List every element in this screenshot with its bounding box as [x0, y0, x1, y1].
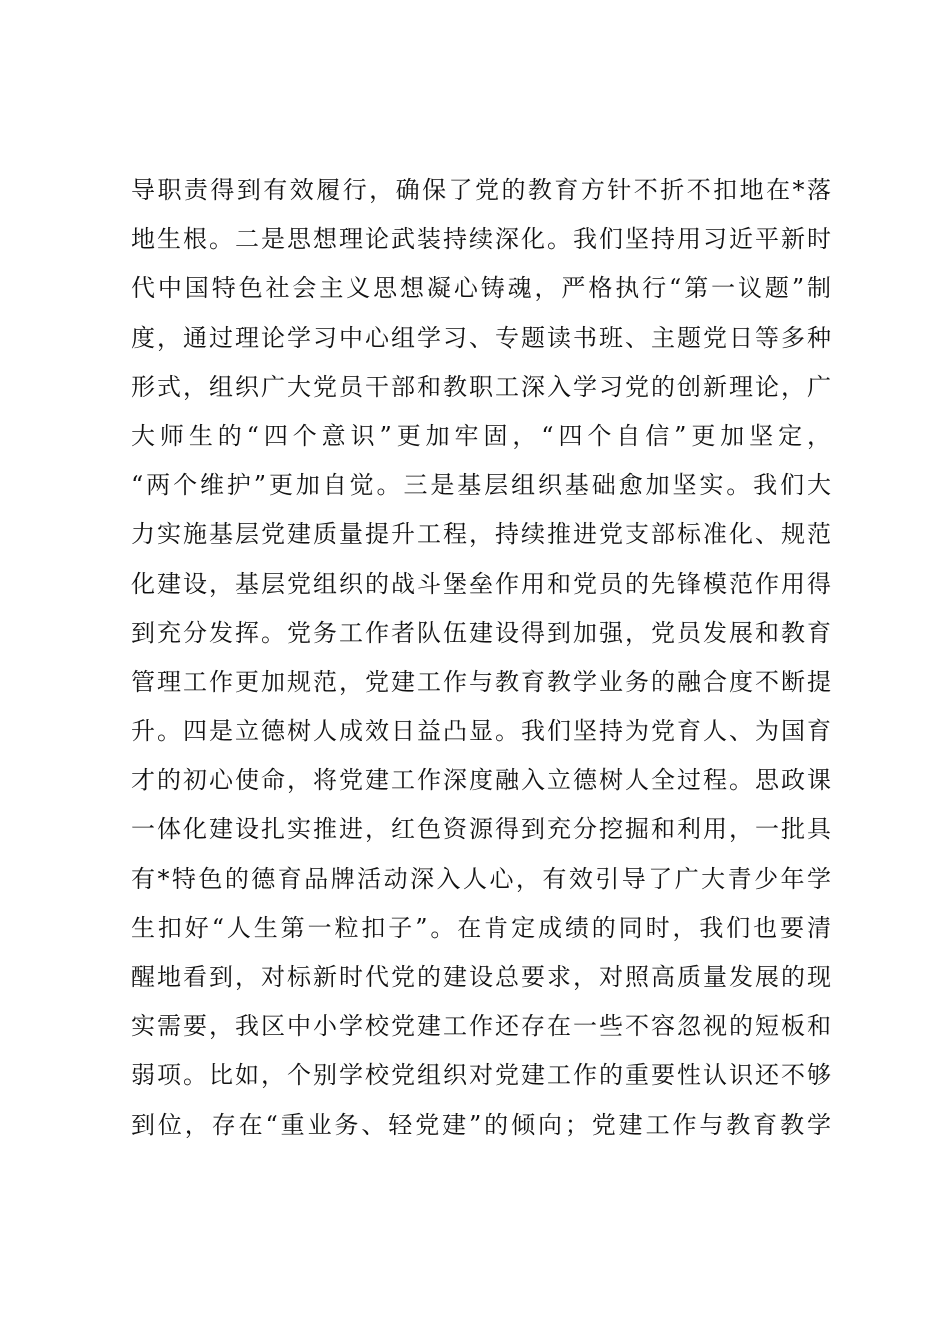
text-line: 代中国特色社会主义思想凝心铸魂，严格执行“第一议题”制: [131, 274, 831, 303]
text-line: 到位，存在“重业务、轻党建”的倾向；党建工作与教育教学: [131, 1110, 831, 1139]
text-line: 升。四是立德树人成效日益凸显。我们坚持为党育人、为国育: [131, 717, 831, 746]
text-line: 化建设，基层党组织的战斗堡垒作用和党员的先锋模范作用得: [131, 569, 831, 598]
text-line: 有*特色的德育品牌活动深入人心，有效引导了广大青少年学: [131, 864, 831, 893]
text-line: 一体化建设扎实推进，红色资源得到充分挖掘和利用，一批具: [131, 815, 831, 844]
text-line: 实需要，我区中小学校党建工作还存在一些不容忽视的短板和: [131, 1012, 831, 1041]
text-line: “两个维护”更加自觉。三是基层组织基础愈加坚实。我们大: [131, 471, 831, 500]
text-line: 形式，组织广大党员干部和教职工深入学习党的创新理论，广: [131, 372, 831, 401]
text-line: 大师生的“四个意识”更加牢固，“四个自信”更加坚定，: [131, 421, 831, 450]
text-line: 地生根。二是思想理论武装持续深化。我们坚持用习近平新时: [131, 225, 831, 254]
body-paragraph: [131, 166, 831, 1150]
text-line: 力实施基层党建质量提升工程，持续推进党支部标准化、规范: [131, 520, 831, 549]
text-line: 生扣好“人生第一粒扣子”。在肯定成绩的同时，我们也要清: [131, 913, 831, 942]
text-line: 到充分发挥。党务工作者队伍建设得到加强，党员发展和教育: [131, 618, 831, 647]
text-line: 才的初心使命，将党建工作深度融入立德树人全过程。思政课: [131, 766, 831, 795]
text-line: 醒地看到，对标新时代党的建设总要求，对照高质量发展的现: [131, 963, 831, 991]
text-line: 度，通过理论学习中心组学习、专题读书班、主题党日等多种: [131, 323, 831, 352]
text-line: 弱项。比如，个别学校党组织对党建工作的重要性认识还不够: [131, 1061, 831, 1090]
text-line: 管理工作更加规范，党建工作与教育教学业务的融合度不断提: [131, 667, 831, 696]
text-line: 导职责得到有效履行，确保了党的教育方针不折不扣地在*落: [131, 176, 831, 204]
